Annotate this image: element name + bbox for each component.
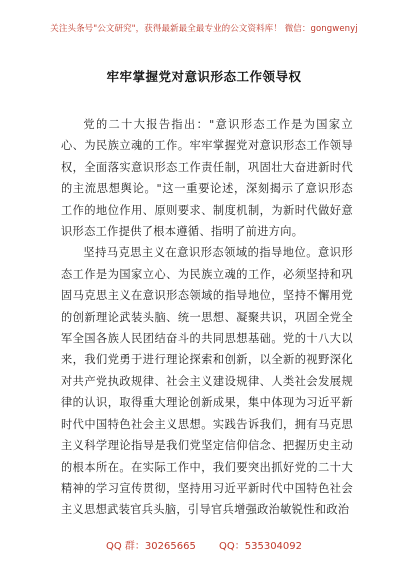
- footer-qq-group: QQ 群：30265665: [105, 541, 196, 552]
- footer-qq: QQ：535304092: [219, 541, 303, 552]
- paragraph: 党的二十大报告指出："意识形态工作是为国家立心、为民族立魂的工作。牢牢掌握党对意识形态工作领导权，全面落实意识形态工作责任制，巩固壮大奋进新时代的主流思想舆论。"这一重要论述，深刻揭示了意识形态工作的地位作用、原则要求、制度机制，为新时代做好意识形态工作提供了根本遵循、指明了前进方向。: [61, 118, 353, 239]
- paragraph: 坚持马克思主义在意识形态领域的指导地位。意识形态工作是为国家立心、为民族立魂的工作，必须坚持和巩固马克思主义在意识形态领域的指导地位，坚持不懈用党的创新理论武装头脑、统一思想、凝聚共识，巩固全党全军全国各族人民团结奋斗的共同思想基础。党的十八大以来，我们党勇于进行理论探索和创新，以全新的视野深化对共产党执政规律、社会主义建设规律、人类社会发展规律的认识，取得重大理论创新成果，集中体现为习近平新时代中国特色社会主义思想。实践告诉我们，拥有马克思主义科学理论指导是我们党坚定信仰信念、把握历史主动的根本所在。在实际工作中，我们要突出抓好党的二十大精神的学习宣传贯彻，坚持用习近平新时代中国特色社会主义思想武装官兵头脑，引导官兵增强政治敏锐性和政治: [61, 246, 353, 517]
- document-title: 牢牢掌握党对意识形态工作领导权: [106, 69, 302, 84]
- footer-contact: [0, 537, 408, 552]
- header-banner: 关注头条号"公文研究"，获得最新最全最专业的公文资料库！ 微信：gongwenyj: [50, 24, 358, 34]
- document-body: [61, 114, 353, 521]
